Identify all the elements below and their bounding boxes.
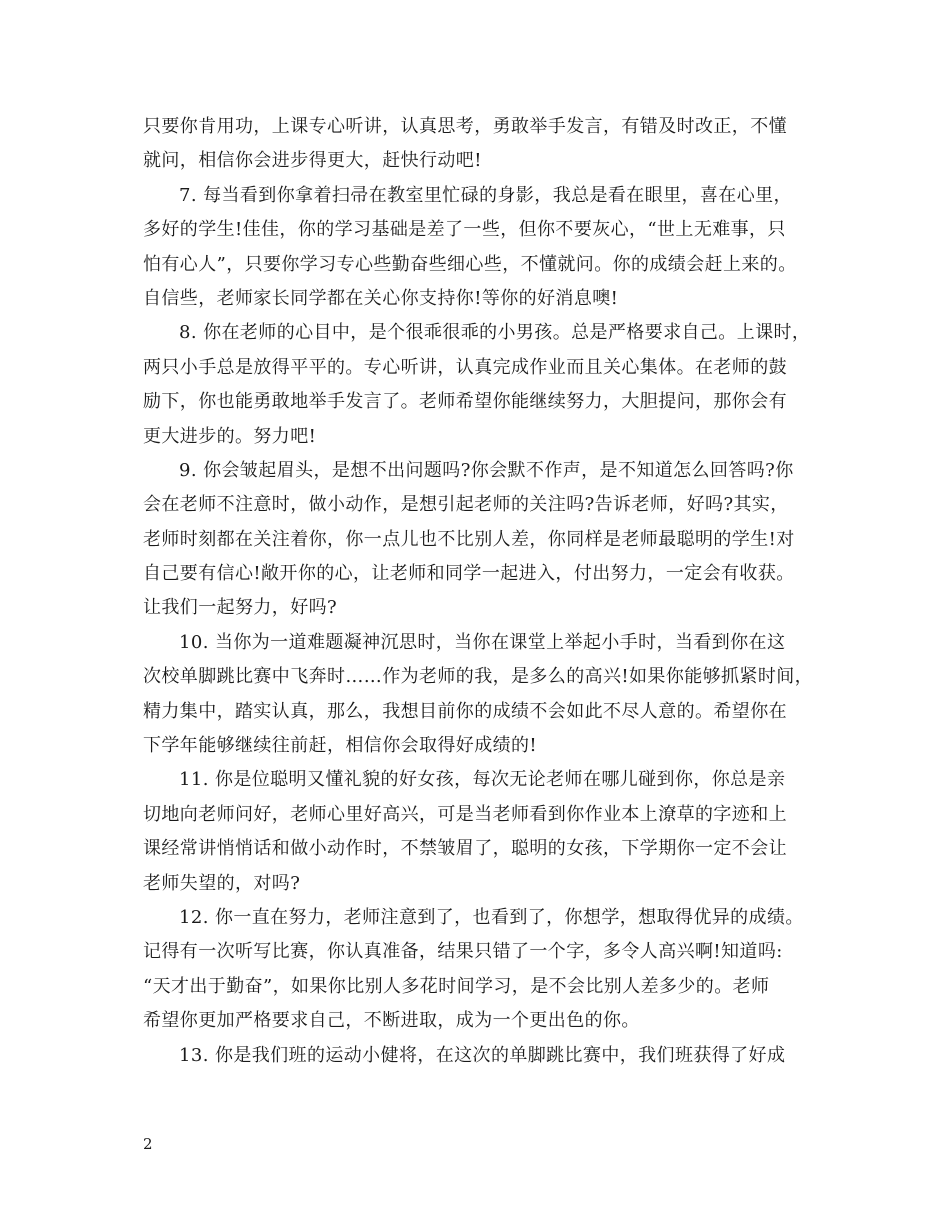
text-line: 励下，你也能勇敢地举手发言了。老师希望你能继续努力，大胆提问，那你会有 bbox=[143, 391, 787, 413]
text-line: 两只小手总是放得平平的。专心听讲，认真完成作业而且关心集体。在老师的鼓 bbox=[143, 356, 787, 378]
text-line: 7. 每当看到你拿着扫帚在教室里忙碌的身影，我总是看在眼里，喜在心里， bbox=[179, 184, 792, 206]
text-line: 让我们一起努力，好吗? bbox=[143, 597, 338, 619]
text-line: 9. 你会皱起眉头，是想不出问题吗?你会默不作声，是不知道怎么回答吗?你 bbox=[179, 459, 794, 481]
text-line: 8. 你在老师的心目中，是个很乖很乖的小男孩。总是严格要求自己。上课时， bbox=[179, 322, 811, 344]
page-number: 2 bbox=[143, 1135, 153, 1153]
text-line: 只要你肯用功，上课专心听讲，认真思考，勇敢举手发言，有错及时改正，不懂 bbox=[143, 116, 787, 137]
text-line: 10. 当你为一道难题凝神沉思时，当你在课堂上举起小手时，当看到你在这 bbox=[179, 631, 786, 653]
text-line: 就问，相信你会进步得更大，赶快行动吧! bbox=[143, 150, 482, 172]
text-line: 精力集中，踏实认真，那么，我想目前你的成绩不会如此不尽人意的。希望你在 bbox=[143, 700, 787, 722]
text-line: 次校单脚跳比赛中飞奔时……作为老师的我，是多么的高兴!如果你能够抓紧时间， bbox=[143, 666, 814, 688]
document-body bbox=[143, 110, 843, 1073]
text-line: 多好的学生!佳佳，你的学习基础是差了一些，但你不要灰心，“世上无难事，只 bbox=[143, 219, 786, 241]
text-line: 会在老师不注意时，做小动作，是想引起老师的关注吗?告诉老师，好吗?其实， bbox=[143, 494, 789, 516]
text-line: 12. 你一直在努力，老师注意到了，也看到了，你想学，想取得优异的成绩。 bbox=[179, 906, 804, 928]
text-line: 老师时刻都在关注着你，你一点儿也不比别人差，你同样是老师最聪明的学生!对 bbox=[143, 528, 795, 550]
text-line: 更大进步的。努力吧! bbox=[143, 425, 317, 447]
text-line: 自己要有信心!敞开你的心，让老师和同学一起进入，付出努力，一定会有收获。 bbox=[143, 563, 795, 585]
text-line: 切地向老师问好，老师心里好高兴，可是当老师看到你作业本上潦草的字迹和上 bbox=[143, 803, 787, 825]
text-line: 自信些，老师家长同学都在关心你支持你!等你的好消息噢! bbox=[143, 287, 619, 309]
text-line: 下学年能够继续往前赶，相信你会取得好成绩的! bbox=[143, 735, 538, 757]
text-line: “天才出于勤奋”，如果你比别人多花时间学习，是不会比别人差多少的。老师 bbox=[143, 975, 770, 997]
text-line: 课经常讲悄悄话和做小动作时，不禁皱眉了，聪明的女孩，下学期你一定不会让 bbox=[143, 838, 787, 860]
text-line: 13. 你是我们班的运动小健将，在这次的单脚跳比赛中，我们班获得了好成 bbox=[179, 1044, 786, 1066]
text-line: 怕有心人”，只要你学习专心些勤奋些细心些，不懂就问。你的成绩会赶上来的。 bbox=[143, 253, 797, 275]
text-line: 希望你更加严格要求自己，不断进取，成为一个更出色的你。 bbox=[143, 1010, 640, 1032]
text-line: 11. 你是位聪明又懂礼貌的好女孩，每次无论老师在哪儿碰到你，你总是亲 bbox=[179, 769, 786, 791]
text-line: 记得有一次听写比赛，你认真准备，结果只错了一个字，多令人高兴啊!知道吗: bbox=[143, 941, 783, 963]
text-line: 老师失望的，对吗? bbox=[143, 872, 301, 894]
